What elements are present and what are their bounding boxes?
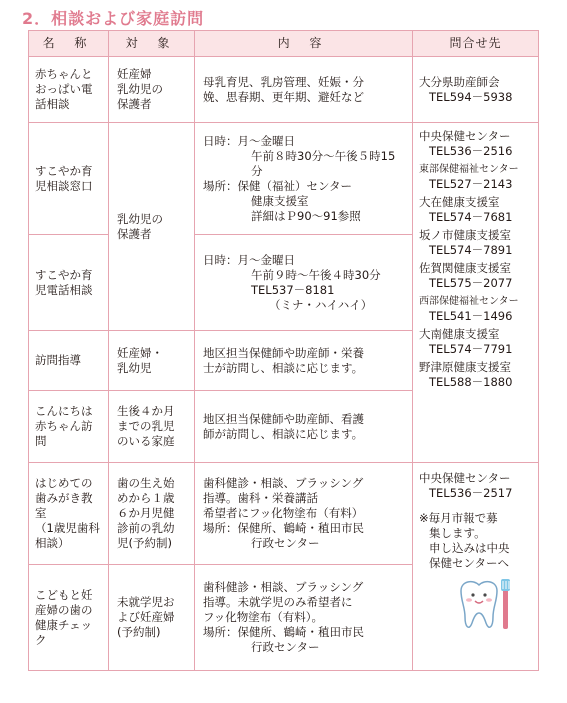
row-target: 乳幼児の 保護者	[109, 123, 195, 331]
contact-tel: TEL536－2517	[429, 486, 513, 500]
row-content: 日時：月～金曜日 午前９時～午後４時30分 TEL537－8181 （ミナ・ハイハイ）	[195, 235, 413, 331]
row-content: 地区担当保健師や助産師、看護 師が訪問し、相談に応じます。	[195, 391, 413, 463]
row-content: 歯科健診・相談、ブラッシング 指導。歯科・栄養講話 希望者にフッ化物塗布（有料） 場所：保健所、鶴崎・稙田市民 行政センター	[195, 463, 413, 565]
contact-name: 佐賀関健康支援室	[419, 261, 511, 275]
tooth-with-toothbrush-icon	[449, 577, 529, 635]
row-content: 日時：月～金曜日 午前８時30分～午後５時15分 場所：保健（福祉）センター 健康支援室 詳細はＰ90～91参照	[195, 123, 413, 235]
notice-text: 申し込みは中央	[429, 541, 510, 555]
contact-tel: TEL536－2516	[429, 144, 513, 158]
contact-tel: TEL588－1880	[429, 375, 513, 389]
row-name: 訪問指導	[29, 331, 109, 391]
contact-name: 中央保健センター	[419, 129, 511, 143]
notice-text: 集します。	[429, 526, 486, 540]
contact-name: 坂ノ市健康支援室	[419, 228, 511, 242]
contact-name: 大南健康支援室	[419, 327, 500, 341]
table-header-row	[29, 31, 539, 57]
header-content: 内 容	[195, 31, 413, 57]
row-target: 妊産婦・ 乳幼児	[109, 331, 195, 391]
row-name: こどもと妊 産婦の歯の 健康チェッ ク	[29, 565, 109, 671]
contact-tel: TEL527－2143	[429, 177, 513, 191]
row-name: こんにちは 赤ちゃん訪 問	[29, 391, 109, 463]
contact-tel: TEL541－1496	[429, 309, 513, 323]
row-content: 地区担当保健師や助産師・栄養 士が訪問し、相談に応じます。	[195, 331, 413, 391]
row-name: すこやか育 児相談窓口	[29, 123, 109, 235]
row-content: 歯科健診・相談、ブラッシング 指導。未就学児のみ希望者に フッ化物塗布（有料）。 場所：保健所、鶴崎・稙田市民 行政センター	[195, 565, 413, 671]
row-name: 赤ちゃんと おっぱい電 話相談	[29, 57, 109, 123]
row-name: はじめての 歯みがき教 室 （1歳児歯科 相談）	[29, 463, 109, 565]
section-title: 2．相談および家庭訪問	[22, 9, 205, 28]
contact-name: 中央保健センター	[419, 471, 511, 485]
row-content: 母乳育児、乳房管理、妊娠・分 娩、思春期、更年期、避妊など	[195, 57, 413, 123]
consultation-table	[28, 30, 539, 671]
contact-name: 大在健康支援室	[419, 195, 500, 209]
header-target: 対 象	[109, 31, 195, 57]
contact-tel: TEL575－2077	[429, 276, 513, 290]
contact-tel: TEL574－7791	[429, 342, 513, 356]
table-row	[29, 57, 539, 123]
row-name: すこやか育 児電話相談	[29, 235, 109, 331]
notice-text: 保健センターへ	[429, 556, 510, 570]
contacts-list	[413, 123, 539, 463]
row-target: 妊産婦 乳幼児の 保護者	[109, 57, 195, 123]
contact-name: 西部保健福祉センター	[419, 296, 519, 307]
contact-tel: TEL574－7891	[429, 243, 513, 257]
contact-tel: TEL574－7681	[429, 210, 513, 224]
row-contact: 大分県助産師会 TEL594－5938	[413, 57, 539, 123]
header-name: 名 称	[29, 31, 109, 57]
table-row	[29, 463, 539, 565]
contact-name: 野津原健康支援室	[419, 360, 511, 374]
contact-name: 東部保健福祉センター	[419, 164, 519, 175]
row-target: 未就学児お よび妊産婦 (予約制)	[109, 565, 195, 671]
contact-bottom	[413, 463, 539, 671]
table-row	[29, 123, 539, 235]
row-target: 生後４か月 までの乳児 のいる家庭	[109, 391, 195, 463]
header-contact: 問合せ先	[413, 31, 539, 57]
row-target: 歯の生え始 めから１歳 ６か月児健 診前の乳幼 児(予約制)	[109, 463, 195, 565]
notice-text: ※毎月市報で募	[419, 511, 498, 525]
